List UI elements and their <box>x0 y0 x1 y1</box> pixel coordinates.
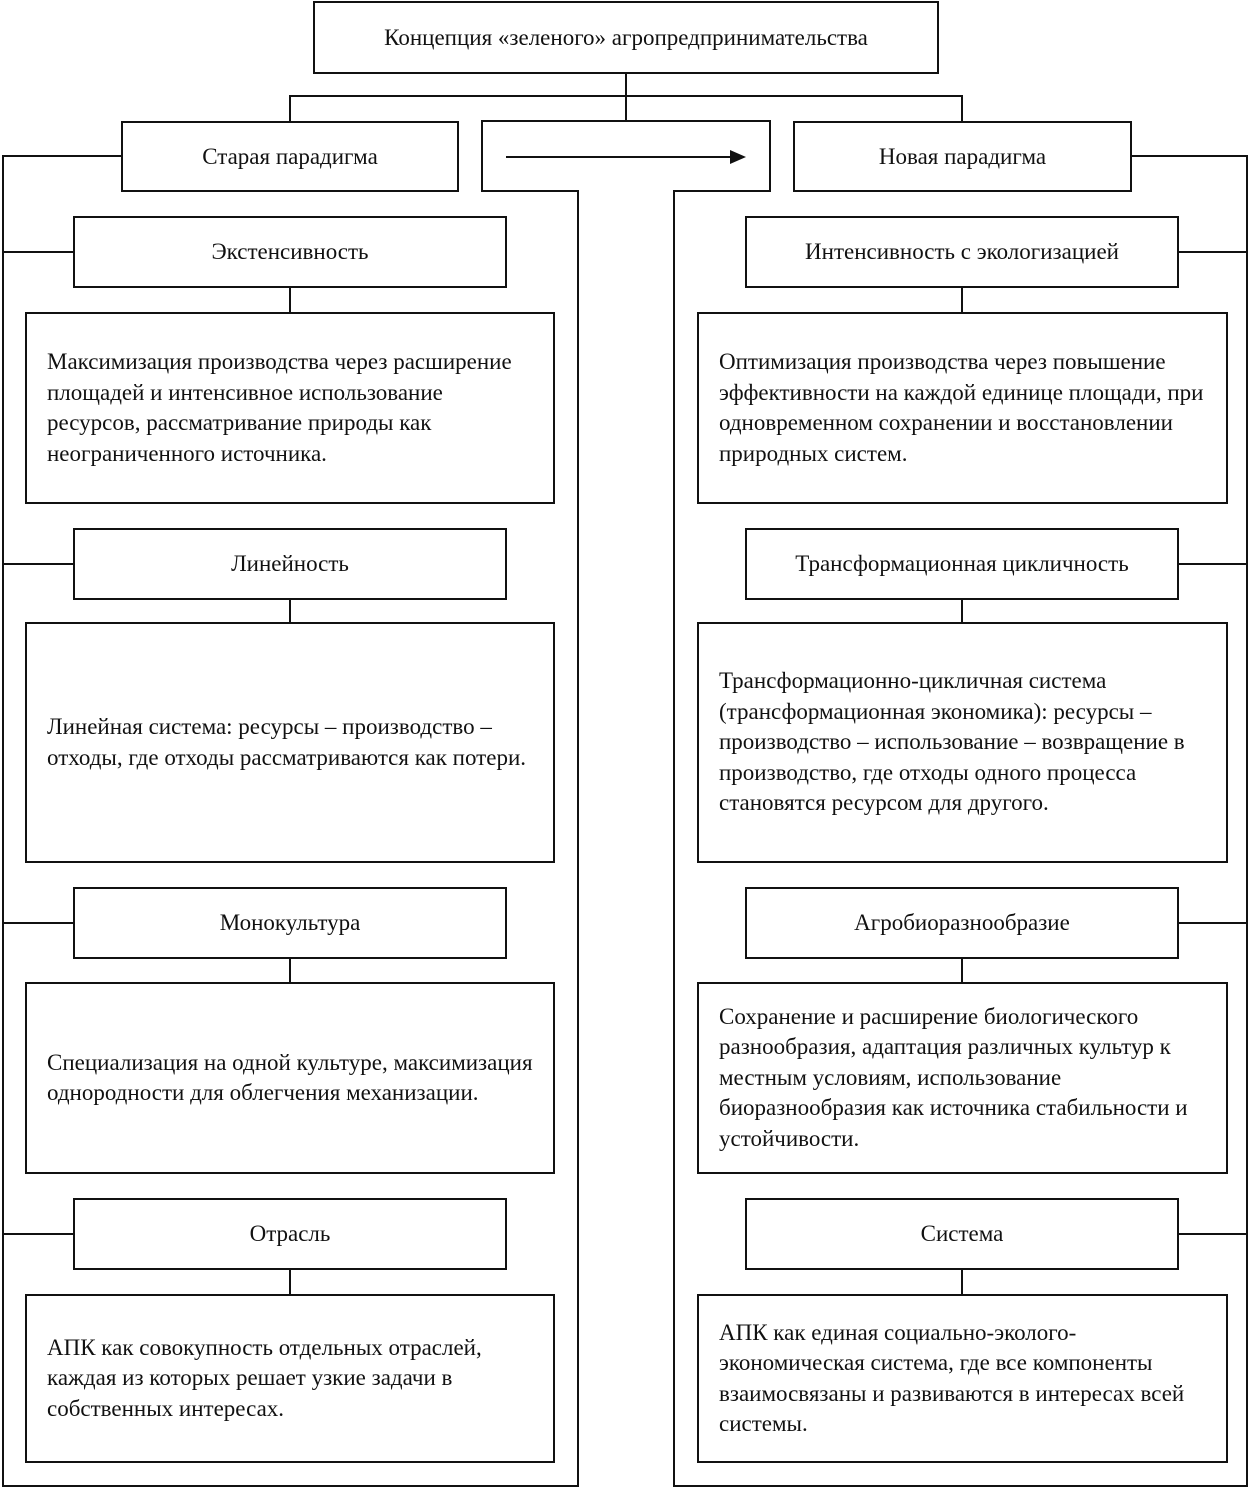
old-label-industry: Отрасль <box>73 1198 507 1270</box>
new-desc-system <box>697 1294 1228 1463</box>
old-paradigm-header: Старая парадигма <box>121 121 459 192</box>
new-desc-intensity <box>697 312 1228 504</box>
new-label-system: Система <box>745 1198 1179 1270</box>
old-desc-extensiveness-text: Максимизация производства через расширение площадей и интенсивное использование ресурсов, рассматривание природы как неограниченного источника. <box>47 349 512 466</box>
old-desc-extensiveness <box>25 312 555 504</box>
new-desc-system-text: АПК как единая социально-эколого-экономическая система, где все компоненты взаимосвязаны и развиваются в интересах всей системы. <box>719 1319 1185 1436</box>
new-desc-cyclicity <box>697 622 1228 863</box>
new-label-intensity: Интенсивность с экологизацией <box>745 216 1179 288</box>
old-label-linearity: Линейность <box>73 528 507 600</box>
new-desc-cyclicity-text: Трансформационно-цикличная система (трансформационная экономика): ресурсы – производство – использование – возвращение в производство, где отходы одного процесса становятся ресурсом для другого. <box>719 668 1185 816</box>
old-label-monoculture: Монокультура <box>73 887 507 959</box>
old-desc-linearity <box>25 622 555 863</box>
new-desc-agrobiodiversity <box>697 982 1228 1174</box>
old-desc-industry <box>25 1294 555 1463</box>
new-desc-agrobiodiversity-text: Сохранение и расширение биологического разнообразия, адаптация различных культур к местным условиям, использование биоразнообразия как источника стабильности и устойчивости. <box>719 1003 1188 1151</box>
diagram-title: Концепция «зеленого» агропредпринимательства <box>313 1 939 74</box>
new-label-cyclicity: Трансформационная цикличность <box>745 528 1179 600</box>
old-label-extensiveness: Экстенсивность <box>73 216 507 288</box>
new-label-agrobiodiversity: Агробиоразнообразие <box>745 887 1179 959</box>
new-desc-intensity-text: Оптимизация производства через повышение эффективности на каждой единице площади, при одновременном сохранении и восстановлении природных систем. <box>719 349 1204 466</box>
old-desc-linearity-text: Линейная система: ресурсы – производство – отходы, где отходы рассматриваются как потери. <box>47 714 527 770</box>
old-desc-monoculture <box>25 982 555 1174</box>
arrow-right-icon <box>506 150 746 164</box>
old-desc-industry-text: АПК как совокупность отдельных отраслей, каждая из которых решает узкие задачи в собственных интересах. <box>47 1334 482 1421</box>
old-desc-monoculture-text: Специализация на одной культуре, максимизация однородности для облегчения механизации. <box>47 1049 533 1105</box>
new-paradigm-header: Новая парадигма <box>793 121 1132 192</box>
